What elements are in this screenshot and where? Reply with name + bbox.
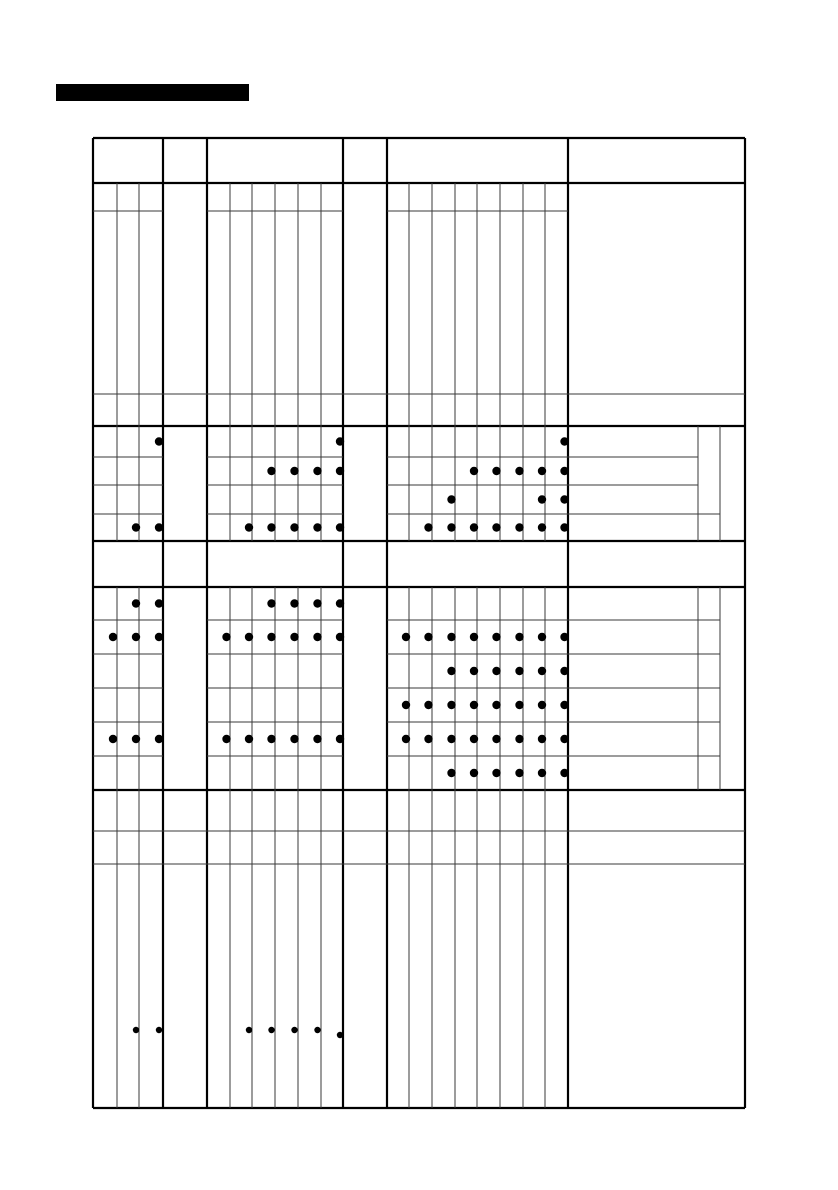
section-b-dot — [245, 633, 253, 641]
section-a-dot — [336, 523, 344, 531]
section-b-dot — [515, 633, 523, 641]
section-b-dot — [538, 667, 546, 675]
section-b-dot — [560, 701, 568, 709]
section-b-dot — [402, 633, 410, 641]
section-b-dot — [538, 633, 546, 641]
section-a-dot — [155, 437, 163, 445]
section-a-dot — [470, 523, 478, 531]
section-a-dot — [313, 523, 321, 531]
section-b-dot — [560, 735, 568, 743]
section-b-dot — [470, 735, 478, 743]
section-b-dot — [245, 735, 253, 743]
section-b-dot — [424, 633, 432, 641]
section-a-dot — [560, 467, 568, 475]
section-b-dot — [109, 735, 117, 743]
section-a-dot — [560, 495, 568, 503]
section-b-dot — [155, 633, 163, 641]
section-b-dot — [492, 633, 500, 641]
section-a-dot — [336, 437, 344, 445]
section-b-dot — [492, 769, 500, 777]
section-a-dot — [560, 523, 568, 531]
section-a-dot — [313, 467, 321, 475]
section-b-dot — [313, 599, 321, 607]
section-a-dot — [538, 523, 546, 531]
section-c-dot — [156, 1027, 162, 1033]
section-b-dot — [560, 667, 568, 675]
section-a-dot — [290, 467, 298, 475]
section-b-dot — [447, 667, 455, 675]
section-b-dot — [267, 599, 275, 607]
section-b-dot — [290, 633, 298, 641]
section-b-dot — [470, 701, 478, 709]
section-c-dot — [314, 1027, 320, 1033]
section-b-dot — [424, 701, 432, 709]
section-b-dot — [402, 735, 410, 743]
section-b-dot — [538, 769, 546, 777]
section-a-dot — [447, 523, 455, 531]
section-a-dot — [245, 523, 253, 531]
section-b-dot — [515, 667, 523, 675]
section-b-dot — [290, 735, 298, 743]
section-a-dot — [290, 523, 298, 531]
section-b-dot — [447, 769, 455, 777]
section-c-dot — [337, 1032, 343, 1038]
section-a-dot — [560, 437, 568, 445]
section-a-dot — [267, 523, 275, 531]
section-b-dot — [109, 633, 117, 641]
section-b-dot — [447, 701, 455, 709]
section-c-dot — [268, 1027, 274, 1033]
section-a-dot — [515, 467, 523, 475]
section-b-dot — [313, 633, 321, 641]
section-b-dot — [290, 599, 298, 607]
section-a-dot — [538, 467, 546, 475]
section-b-dot — [538, 701, 546, 709]
section-b-dot — [470, 769, 478, 777]
section-b-dot — [560, 769, 568, 777]
section-b-dot — [492, 667, 500, 675]
section-b-dot — [155, 599, 163, 607]
section-b-dot — [515, 769, 523, 777]
section-b-dot — [492, 735, 500, 743]
section-b-dot — [402, 701, 410, 709]
section-b-dot — [336, 599, 344, 607]
section-a-dot — [447, 495, 455, 503]
section-b-dot — [155, 735, 163, 743]
section-b-dot — [492, 701, 500, 709]
section-b-dot — [267, 633, 275, 641]
section-a-dot — [155, 523, 163, 531]
section-b-dot — [515, 735, 523, 743]
section-a-dot — [132, 523, 140, 531]
section-b-dot — [267, 735, 275, 743]
section-b-dot — [222, 735, 230, 743]
section-b-dot — [470, 667, 478, 675]
redacted-title-bar — [56, 84, 249, 101]
section-b-dot — [560, 633, 568, 641]
section-b-dot — [447, 633, 455, 641]
section-b-dot — [336, 735, 344, 743]
section-b-dot — [447, 735, 455, 743]
section-b-dot — [222, 633, 230, 641]
section-a-dot — [515, 523, 523, 531]
section-a-dot — [538, 495, 546, 503]
section-b-dot — [313, 735, 321, 743]
section-a-dot — [267, 467, 275, 475]
section-b-dot — [470, 633, 478, 641]
section-b-dot — [132, 599, 140, 607]
section-a-dot — [492, 467, 500, 475]
section-b-dot — [538, 735, 546, 743]
section-c-dot — [133, 1027, 139, 1033]
section-b-dot — [132, 633, 140, 641]
section-a-dot — [470, 467, 478, 475]
section-a-dot — [492, 523, 500, 531]
section-b-dot — [424, 735, 432, 743]
section-b-dot — [515, 701, 523, 709]
section-b-dot — [336, 633, 344, 641]
section-b-dot — [132, 735, 140, 743]
section-a-dot — [424, 523, 432, 531]
section-a-dot — [336, 467, 344, 475]
section-c-dot — [246, 1027, 252, 1033]
section-c-dot — [291, 1027, 297, 1033]
